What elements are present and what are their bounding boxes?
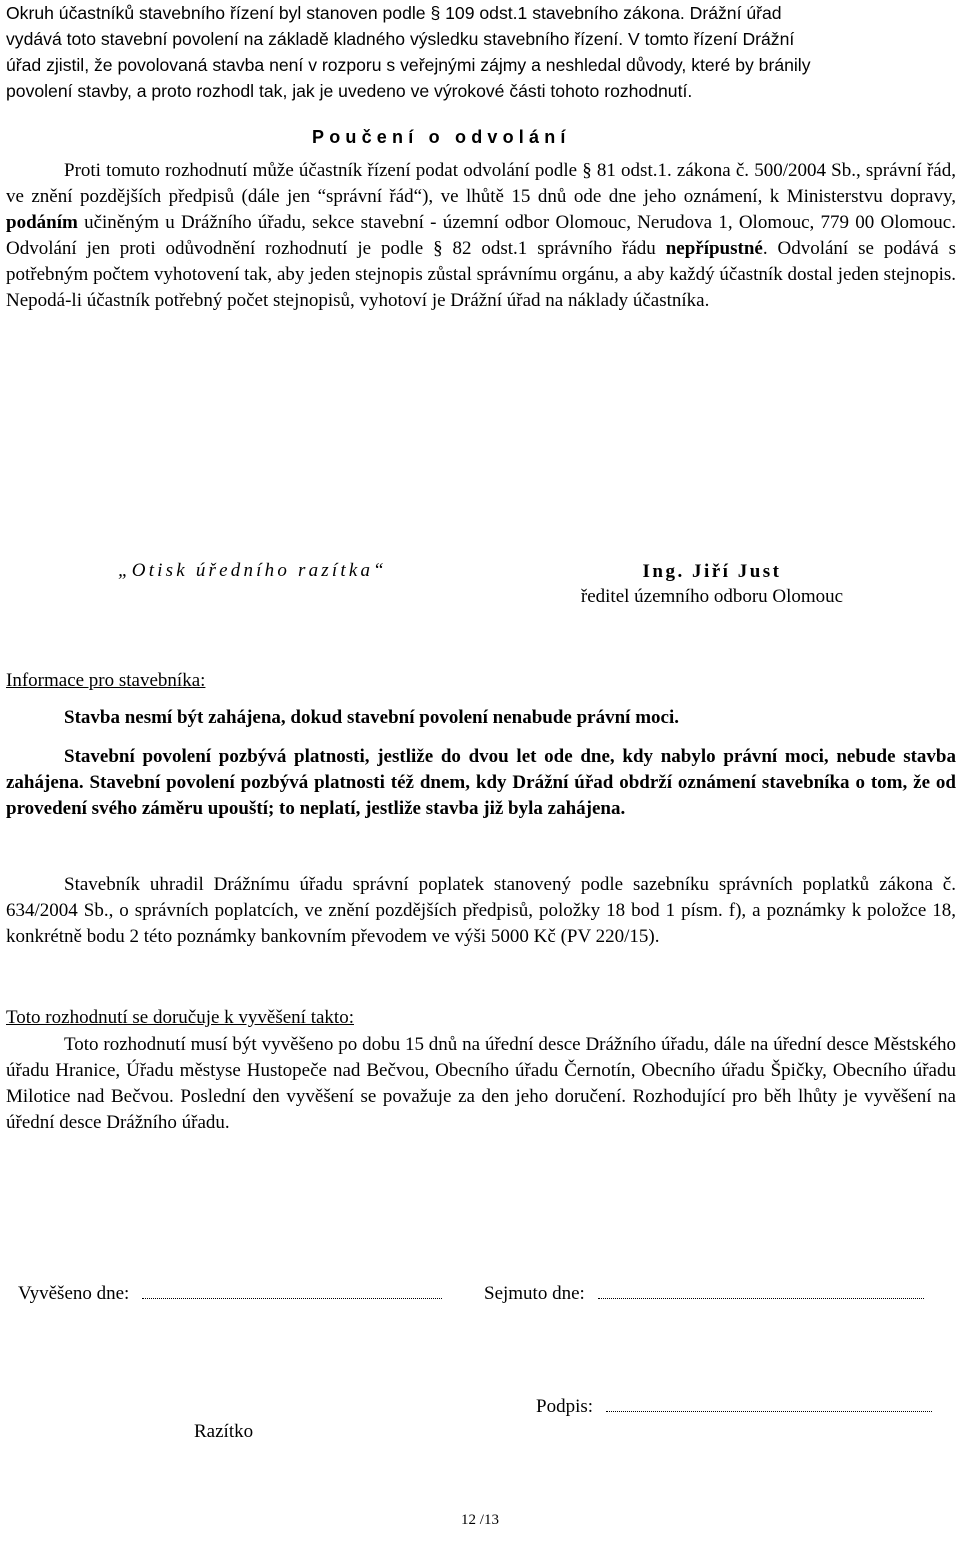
posted-date-label: Vyvěšeno dne: — [18, 1283, 130, 1304]
info-bold-1: Stavba nesmí být zahájena, dokud stavební povolení nenabude právní moci. — [64, 707, 679, 728]
intro-line: povolení stavby, a proto rozhodl tak, jak je uvedeno ve výrokové části tohoto rozhodnutí. — [6, 81, 693, 101]
pouceni-paragraph — [6, 158, 956, 314]
posted-date-line — [142, 1280, 442, 1299]
info-heading: Informace pro stavebníka: — [6, 670, 206, 691]
signature-label: Podpis: — [536, 1396, 594, 1417]
removed-date-line — [598, 1280, 924, 1299]
signature-line — [606, 1393, 932, 1412]
pouceni-bold-podanim: podáním — [6, 212, 78, 233]
signature-field — [536, 1393, 932, 1418]
signer-block — [540, 560, 884, 610]
delivery-heading: Toto rozhodnutí se doručuje k vyvěšení takto: — [6, 1007, 354, 1028]
pouceni-text-3: . Odvolání se podává s potřebným počtem vyhotovení tak, aby jeden stejnopis zůstal správnímu orgánu, a aby každý účastník dostal jeden stejnopis. Nepodá-li účastník potřebný počet stejnopisů, vyhotoví je Drážní úřad na náklady účastníka. — [6, 238, 956, 311]
stamp-placeholder-label: „Otisk úředního razítka“ — [118, 560, 387, 581]
intro-line: Okruh účastníků stavebního řízení byl stanoven podle § 109 odst.1 stavebního zákona. Drážní úřad — [6, 3, 782, 23]
delivery-paragraph: Toto rozhodnutí musí být vyvěšeno po dobu 15 dnů na úřední desce Drážního úřadu, dále na úřední desce Městského úřadu Hranice, Úřadu městyse Hustopeče nad Bečvou, Obecního úřadu Černotín, Obecního úřadu Špičky, Obecního úřadu Milotice nad Bečvou. Poslední den vyvěšení se považuje za den jeho doručení. Rozhodující pro běh lhůty je vyvěšení na úřední desce Drážního úřadu. — [6, 1034, 956, 1133]
intro-paragraph — [6, 0, 956, 104]
posted-date-field — [18, 1280, 442, 1305]
fee-paragraph: Stavebník uhradil Drážnímu úřadu správní poplatek stanovený podle sazebníku správních poplatků zákona č. 634/2004 Sb., o správních poplatcích, ve znění pozdějších předpisů, položky 18 bod 1 písm. f), a poznámky k položce 18, konkrétně bodu 2 této poznámky bankovním převodem ve výši 5000 Kč (PV 220/15). — [6, 874, 956, 947]
signer-title: ředitel územního odboru Olomouc — [580, 586, 844, 607]
pouceni-heading: Poučení o odvolání — [312, 127, 571, 147]
removed-date-label: Sejmuto dne: — [484, 1283, 585, 1304]
intro-line: vydává toto stavební povolení na základě kladného výsledku stavebního řízení. V tomto řízení Drážní — [6, 29, 795, 49]
pouceni-bold-nepripustne: nepřípustné — [665, 238, 763, 259]
removed-date-field — [484, 1280, 924, 1305]
intro-line: úřad zjistil, že povolovaná stavba není v rozporu s veřejnými zájmy a neshledal důvody, které by bránily — [6, 55, 811, 75]
stamp-field-label: Razítko — [194, 1421, 254, 1442]
signer-name: Ing. Jiří Just — [642, 561, 782, 582]
info-bold-2: Stavební povolení pozbývá platnosti, jestliže do dvou let ode dne, kdy nabylo právní moci, nebude stavba zahájena. Stavební povolení pozbývá platnosti též dnem, kdy Drážní úřad obdrží oznámení stavebníka o tom, že od provedení svého záměru upouští; to neplatí, jestliže stavba již byla zahájena. — [6, 746, 956, 819]
pouceni-text-2: učiněným u Drážního úřadu, sekce stavební - územní odbor Olomouc, Nerudova 1, Olomouc, 779 00 Olomouc. Odvolání jen proti odůvodnění rozhodnutí je podle § 82 odst.1 správního řádu — [6, 212, 956, 259]
page-number: 12 /13 — [461, 1512, 499, 1528]
pouceni-text-1: Proti tomuto rozhodnutí může účastník řízení podat odvolání podle § 81 odst.1. zákona č. 500/2004 Sb., správní řád, ve znění pozdějších předpisů (dále jen “správní řád“), ve lhůtě 15 dnů ode dne jeho oznámení, k Ministerstvu dopravy, — [6, 160, 956, 207]
